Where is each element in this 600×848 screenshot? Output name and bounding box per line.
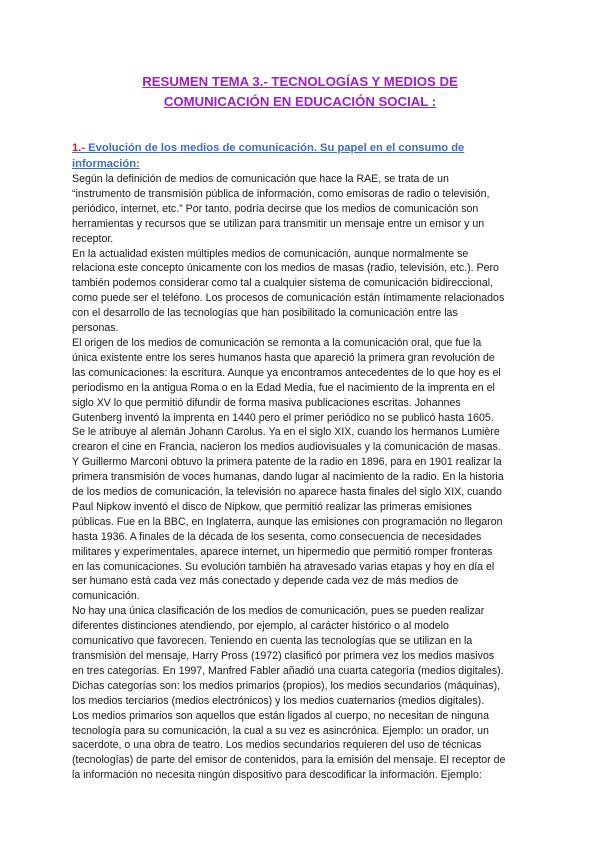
body-line: públicas. Fue en la BBC, en Inglaterra, aunque las emisiones con programación no llegaron [72, 515, 503, 528]
body-line: Gutenberg inventó la imprenta en 1440 pero el primer periódico no se publicó hasta 1605. [72, 411, 494, 424]
title-line: COMUNICACIÓN EN EDUCACIÓN SOCIAL : [163, 94, 437, 109]
body-line: No hay una única clasificación de los medios de comunicación, pues se pueden realizar [72, 605, 485, 618]
body-line: Dichas categorías son: los medios primarios (propios), los medios secundarios (máquinas), [72, 679, 501, 692]
body-line: hasta 1936. A finales de la década de los sesenta, como consecuencia de necesidades [72, 530, 482, 543]
section-heading [72, 141, 492, 172]
body-line: en tres categorías. En 1997, Manfred Fabler añadió una cuarta categoría (medios digitales). [72, 664, 504, 677]
body-line: siglo XV lo que permitió difundir de forma masiva publicaciones escritas. Johannes [72, 396, 461, 409]
body-line: relaciona este concepto únicamente con los medios de masas (radio, televisión, etc.). Pero [72, 262, 499, 275]
body-line: receptor. [72, 232, 114, 245]
body-text [72, 172, 534, 783]
body-line: única existente entre los seres humanos hasta que apareció la primera gran revolución de [72, 351, 495, 364]
body-line: como puede ser el teléfono. Los procesos de comunicación están íntimamente relacionados [72, 292, 505, 305]
body-line: Según la definición de medios de comunicación que hace la RAE, se trata de un [72, 173, 449, 185]
body-line: El origen de los medios de comunicación se remonta a la comunicación oral, que fue la [72, 336, 482, 349]
body-line: herramientas y recursos que se utilizan para transmitir un mensaje entre un emisor y un [72, 217, 485, 230]
body-line: militares y experimentales, aparece internet, un hipermedio que permitió romper fronteras [72, 545, 493, 558]
body-line: con el desarrollo de las tecnologías que han posibilitado la comunicación entre las [72, 307, 458, 320]
body-line: sacerdote, o una obra de teatro. Los medios secundarios requieren del uso de técnicas [72, 739, 482, 752]
body-line: periódico, internet, etc.” Por tanto, podría decirse que los medios de comunicación son [72, 202, 479, 215]
body-line: (tecnologías) de parte del emisor de contenidos, para la emisión del mensaje. El receptor de [72, 754, 506, 767]
body-line: las comunicaciones: la escritura. Aunque ya encontramos antecedentes de lo que hoy es el [72, 366, 501, 379]
body-line: periodismo en la antigua Roma o en la Edad Media, fue el nacimiento de la imprenta en el [72, 381, 495, 394]
body-line: ser humano está cada vez más conectado y depende cada vez de más medios de [72, 575, 459, 588]
body-line: los medios terciarios (medios electrónicos) y los medios cuaternarios (medios digitales). [72, 694, 485, 707]
body-line: comunicativo que favorecen. Teniendo en cuenta las tecnologías que se utilizan en la [72, 635, 473, 648]
body-line: En la actualidad existen múltiples medios de comunicación, aunque normalmente se [72, 247, 469, 260]
section-number: 1.- [72, 142, 86, 154]
body-line: Los medios primarios son aquellos que están ligados al cuerpo, no necesitan de ninguna [72, 709, 489, 722]
body-line: de los medios de comunicación, la televisión no aparece hasta finales del siglo XIX, cuando [72, 486, 502, 499]
body-line: crearon el cine en Francia, nacieron los medios audiovisuales y la comunicación de masas. [72, 441, 501, 454]
body-line: personas. [72, 322, 119, 335]
title-line: RESUMEN TEMA 3.- TECNOLOGÍAS Y MEDIOS DE [142, 74, 458, 89]
document-title [60, 72, 540, 112]
body-line: Se le atribuye al alemán Johann Carolus. Ya en el siglo XIX, cuando los hermanos Lumière [72, 426, 500, 439]
body-line: transmisión del mensaje, Harry Pross (1972) clasificó por primera vez los medios masivos [72, 650, 495, 662]
section-heading-text: Evolución de los medios de comunicación. Su papel en el consumo de [85, 142, 465, 154]
body-line: Paul Nipkow inventó el disco de Nipkow, que permitió realizar las primeras emisiones [72, 500, 472, 513]
section-heading-line: información: [72, 157, 140, 170]
body-line: tecnología para su comunicación, la cual a su vez es asincrónica. Ejemplo: un orador, un [72, 724, 489, 737]
body-line: la información no necesita ningún dispositivo para descodificar la información. Ejemplo: [72, 769, 482, 782]
body-line: en las comunicaciones. Su evolución también ha atravesado varias etapas y hoy en día el [72, 560, 495, 573]
body-line: también podemos considerar como tal a cualquier sistema de comunicación bidireccional, [72, 277, 494, 290]
body-line: diferentes distinciones atendiendo, por ejemplo, al carácter histórico o al modelo [72, 620, 449, 633]
section-heading-line [72, 141, 492, 157]
body-line: primera transmisión de voces humanas, dando lugar al nacimiento de la radio. En la historia [72, 471, 504, 484]
body-line: “instrumento de transmisión pública de información, como emisoras de radio o televisión, [72, 187, 490, 200]
body-line: Y Guillermo Marconi obtuvo la primera patente de la radio en 1896, para en 1901 realizar la [72, 456, 502, 469]
body-line: comunicación. [72, 590, 140, 603]
